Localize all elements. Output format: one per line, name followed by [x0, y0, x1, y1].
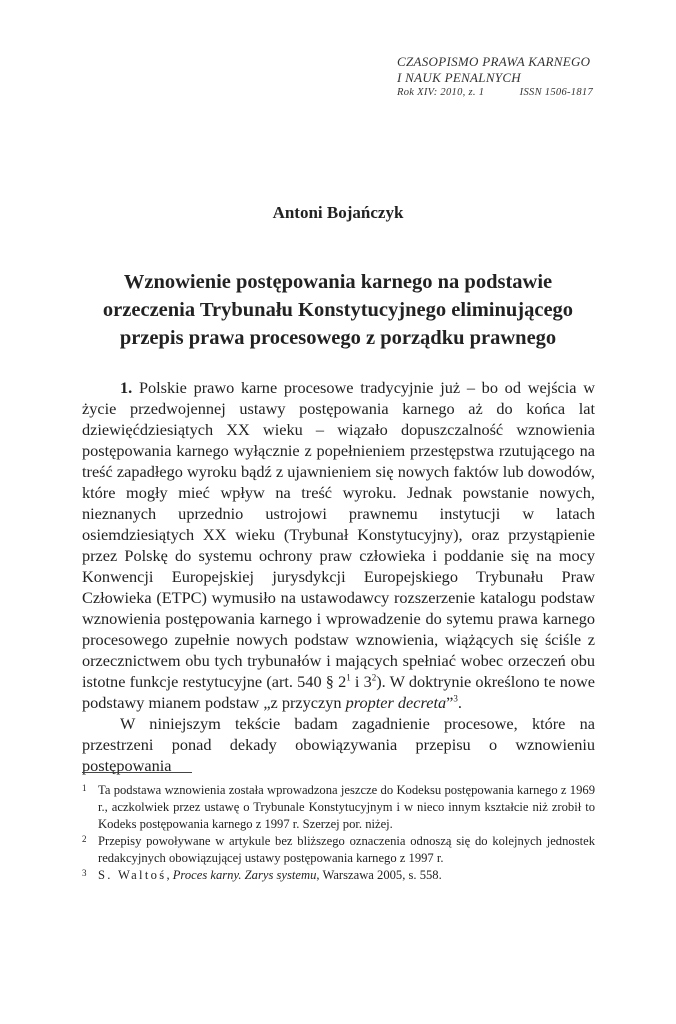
cited-author: S. Waltoś [98, 868, 167, 882]
journal-meta [397, 86, 593, 100]
footnotes [82, 782, 595, 884]
journal-name-line2: I NAUK PENALNYCH [397, 70, 521, 85]
paragraph-text: W niniejszym tekście badam zagadnienie procesowe, które na przestrzeni ponad dekady obowiązywania przepisu o wznowieniu postępowania [82, 714, 595, 775]
italic-term: propter decreta [345, 693, 447, 712]
article-body [82, 377, 595, 776]
footnote-text: , Warszawa 2005, s. 558. [316, 868, 442, 882]
paragraph-text: Polskie prawo karne procesowe tradycyjnie już – bo od wejścia w życie przedwojennej ustawy postępowania karnego aż do końca lat dziewięćdziesiątych XX wieku – wiązało dopuszczalność wznowienia postępowania karnego wyłącznie z popełnieniem przestępstwa rzutującego na treść zapadłego wyroku bądź z ujawnieniem się nowych faktów lub dowodów, które mogły mieć wpływ na treść wyroku. Jednak powstanie nowych, nieznanych uprzednio ustrojowi prawnemu instytucji w latach osiemdziesiątych XX wieku (Trybunał Konstytucyjny), oraz przystąpienie przez Polskę do systemu ochrony praw człowieka i poddanie się na mocy Konwencji Europejskiej jurysdykcji Europejskiego Trybunału Praw Człowieka (ETPC) wymusiło na ustawodawcy rozszerzenie katalogu podstaw wznowienia postępowania karnego i wprowadzenie do sytemu prawa karnego procesowego zupełnie nowych podstaw wznowienia, wiążących się ściśle z orzecznictwem obu tych trybunałów i mających spełniać wobec orzeczeń obu istotne funkcje restytucyjne (art. 540 § 2 [82, 378, 595, 691]
article-title [90, 268, 586, 352]
footnote-2 [82, 833, 595, 867]
footnote-divider [82, 772, 192, 773]
paragraph-1 [82, 377, 595, 713]
paragraph-text: ” [446, 693, 454, 712]
journal-year-issue: Rok XIV: 2010, z. 1 [397, 87, 485, 98]
journal-header [397, 54, 637, 100]
superscript: 1 [346, 672, 351, 683]
paragraph-text: . [457, 693, 462, 712]
superscript: 2 [371, 672, 377, 683]
footnote-text: Przepisy powoływane w artykule bez bliższego oznaczenia odnoszą się do kolejnych jednostek redakcyjnych obowiązującej ustawy postępowania karnego z 1997 r. [98, 834, 595, 865]
journal-issn: ISSN 1506-1817 [519, 87, 593, 98]
journal-name-line1: CZASOPISMO PRAWA KARNEGO [397, 54, 591, 69]
article-author: Antoni Bojańczyk [272, 203, 404, 222]
paragraph-text: i 3 [350, 672, 372, 691]
footnote-mark: 1 [82, 783, 87, 793]
title-line: Wznowienie postępowania karnego na podstawie [123, 271, 553, 293]
footnote-1 [82, 782, 595, 833]
footnote-text: Ta podstawa wznowienia została wprowadzona jeszcze do Kodeksu postępowania karnego z 1969 r., aczkolwiek przez ustawę o Trybunale Konstytucyjnym i w nieco innym kształcie niż zrobił to Kodeks postępowania karnego z 1997 r. Szerzej por. niżej. [98, 783, 595, 831]
footnote-3 [82, 867, 595, 884]
footnote-mark: 2 [82, 834, 87, 844]
title-line: przepis prawa procesowego z porządku prawnego [119, 327, 557, 349]
footnote-ref-3[interactable]: 3 [453, 693, 458, 704]
footnote-text: , [166, 868, 173, 882]
title-line: orzeczenia Trybunału Konstytucyjnego eliminującego [102, 299, 574, 321]
footnote-mark: 3 [82, 868, 87, 878]
cited-title: Proces karny. Zarys systemu [172, 868, 317, 882]
paragraph-text: ). W doktrynie określono te nowe podstawy mianem podstaw „z przyczyn [82, 672, 595, 712]
section-number: 1. [120, 378, 133, 397]
paragraph-2 [82, 713, 595, 776]
